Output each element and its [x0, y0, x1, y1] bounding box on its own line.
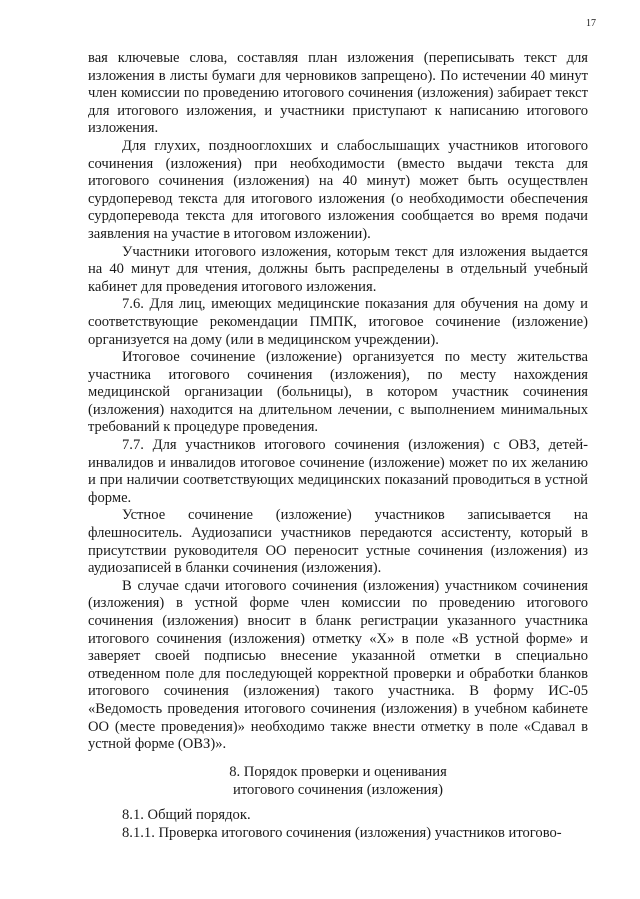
paragraph: Устное сочинение (изложение) участников записывается на флешноситель. Аудиозаписи участников передаются ассистенту, который в присутствии руководителя ОО переносит устные сочинения (изложения) из аудиозаписей в бланки сочинения (изложения). — [88, 507, 588, 577]
paragraph: вая ключевые слова, составляя план изложения (переписывать текст для изложения в листы бумаги для черновиков запрещено). По истечении 40 минут член комиссии по проведению итогового сочинения (изложения) забирает текст для итогового изложения, и участники приступают к написанию итогового изложения. — [88, 50, 588, 137]
paragraph: 7.6. Для лиц, имеющих медицинские показания для обучения на дому и соответствующие рекомендации ПМПК, итоговое сочинение (изложение) организуется на дому (или в медицинском учреждении). — [88, 296, 588, 348]
body-text — [88, 50, 588, 754]
section-heading-line: итогового сочинения (изложения) — [233, 781, 443, 798]
paragraph: Участники итогового изложения, которым текст для изложения выдается на 40 минут для чтения, должны быть распределены в отдельный учебный кабинет для проведения итогового изложения. — [88, 243, 588, 295]
subsection-text: 8.1. Общий порядок. — [122, 807, 251, 823]
subsection-text: 8.1.1. Проверка итогового сочинения (изложения) участников итогово- — [122, 824, 562, 841]
page-number: 17 — [586, 18, 596, 29]
paragraph: Для глухих, позднооглохших и слабослышащих участников итогового сочинения (изложения) при необходимости (вместо выдачи текста для итогового сочинения (изложения) на 40 минут) может быть осуществлен сурдоперевод текста для итогового изложения (о необходимости обеспечения сурдоперевода текста для итогового изложения сообщается во время подачи заявления на участие в итоговом изложении). — [88, 137, 588, 242]
paragraph: Итоговое сочинение (изложение) организуется по месту жительства участника итогового сочинения (изложения), по месту нахождения медицинской организации (больницы), в котором участник сочинения (изложения) находится на длительном лечении, с выполнением минимальных требований к процедуре проведения. — [88, 349, 588, 436]
section-heading — [88, 764, 588, 799]
subsection-block — [88, 807, 588, 842]
section-heading-line: 8. Порядок проверки и оценивания — [229, 764, 447, 780]
paragraph: В случае сдачи итогового сочинения (изложения) участником сочинения (изложения) в устной форме член комиссии по проведению итогового сочинения (изложения) вносит в бланк регистрации указанного участника итогового сочинения (изложения) отметку «Х» в поле «В устной форме» и заверяет своей подписью внесение указанной отметки в специально отведенном поле для последующей корректной проверки и обработки бланков итогового сочинения (изложения) такого участника. В форму ИС-05 «Ведомость проведения итогового сочинения (изложения) в учебном кабинете ОО (месте проведения)» необходимо также внести отметку в поле «Сдавал в устной форме (ОВЗ)». — [88, 577, 588, 753]
paragraph: 7.7. Для участников итогового сочинения (изложения) с ОВЗ, детей-инвалидов и инвалидов итоговое сочинение (изложение) может по их желанию и при наличии соответствующих медицинских показаний проводиться в устной форме. — [88, 437, 588, 506]
